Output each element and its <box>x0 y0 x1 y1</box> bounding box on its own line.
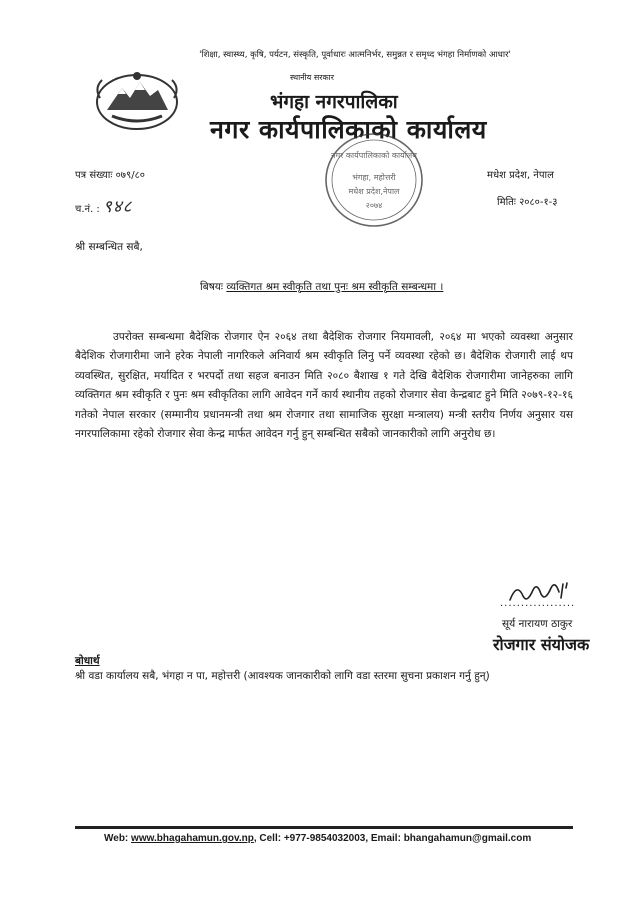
footer-divider <box>75 826 573 829</box>
office-stamp <box>322 128 426 232</box>
website-link[interactable]: www.bhagahamun.gov.np <box>131 833 254 844</box>
footer-contact <box>104 833 531 844</box>
footer-email-label: , Email: <box>365 833 401 844</box>
signer-name: सूर्य नारायण ठाकुर <box>502 618 573 630</box>
stamp-line-3: मधेश प्रदेश,नेपाल <box>348 187 400 196</box>
municipality-name: भंगहा नगरपालिका <box>270 91 398 113</box>
subject-label: बिषयः <box>200 281 223 293</box>
signature-line: .................. <box>500 598 576 609</box>
email-link[interactable]: bhangahamun@gmail.com <box>403 833 532 844</box>
letter-date <box>497 194 558 208</box>
phone-number: +977-9854032003 <box>283 833 366 844</box>
footer-cell-label: , Cell: <box>253 833 282 844</box>
stamp-line-1: नगर कार्यपालिकाको कार्यालय <box>331 151 417 160</box>
local-government-label: स्थानीय सरकार <box>290 73 334 82</box>
signer-designation: रोजगार संयोजक <box>493 635 590 654</box>
motto: 'शिक्षा, स्वास्थ्य, कृषि, पर्यटन, संस्कृति, पूर्वाधारः आत्मनिर्भर, समुन्नत र समृध्द भंगहा निर्माणको आधार' <box>199 50 511 60</box>
reference-label: पत्र संख्याः <box>75 170 113 181</box>
date-value: २०८०-१-३ <box>519 197 558 208</box>
province: मधेश प्रदेश, नेपाल <box>487 170 554 181</box>
cc-label: बोधार्थ <box>75 655 100 667</box>
stamp-line-2: भंगहा, महोत्तरी <box>352 173 396 182</box>
reference-value: ०७९/८० <box>115 170 145 181</box>
nepal-emblem-icon <box>92 68 182 132</box>
stamp-line-4: २०७४ <box>365 201 383 210</box>
cc-text: श्री वडा कार्यालय सबै, भंगहा न पा, महोत्तरी (आवश्यक जानकारीको लागि वडा स्तरमा सुचना प्रकाशन गर्नु हुन्) <box>75 670 490 682</box>
dispatch-number <box>75 194 133 217</box>
recipient: श्री सम्बन्धित सबै, <box>75 241 143 253</box>
subject-line <box>200 280 443 294</box>
dispatch-label: च.नं. : <box>75 204 100 215</box>
date-label: मितिः <box>497 197 516 208</box>
subject-text: व्यक्तिगत श्रम स्वीकृति तथा पुनः श्रम स्वीकृति सम्बन्धमा । <box>226 281 444 293</box>
body-paragraph: उपरोक्त सम्बन्धमा बैदेशिक रोजगार ऐन २०६४ तथा बैदेशिक रोजगार नियमावली, २०६४ मा भएको व्यवस्था अनुसार बैदेशिक रोजगारीमा जाने हरेक नेपाली नागरिकले अनिवार्य श्रम स्वीकृति लिनु पर्ने व्यवस्था रहेको छ। बैदेशिक रोजगारी लाई थप व्यवस्थित, सुरक्षित, मर्यादित र भरपर्दो तथा सहज बनाउन मिति २०८० बैशाख १ गते देखि बैदेशिक रोजगारीमा जानेहरुका लागि व्यक्तिगत श्रम स्वीकृति र पुनः श्रम स्वीकृतिका लागि आवेदन गर्ने कार्य स्थानीय तहको रोजगार सेवा केन्द्रबाट हुने मिति २०७९-१२-१६ गतेको नेपाल सरकार (सम्मानीय प्रधानमन्त्री तथा श्रम रोजगार तथा सामाजिक सुरक्षा मन्त्रालय) मन्त्री स्तरीय निर्णय अनुसार यस नगरपालिकामा रहेको रोजगार सेवा केन्द्र मार्फत आवेदन गर्नु हुन् सम्बन्धित सबैको जानकारीको लागि अनुरोध छ। <box>75 331 573 441</box>
footer-web-label: Web: <box>104 833 129 844</box>
office-title: नगर कार्यपालिकाको कार्यालय <box>210 115 487 144</box>
reference-number <box>75 167 145 181</box>
dispatch-value: ९४८ <box>103 197 133 217</box>
